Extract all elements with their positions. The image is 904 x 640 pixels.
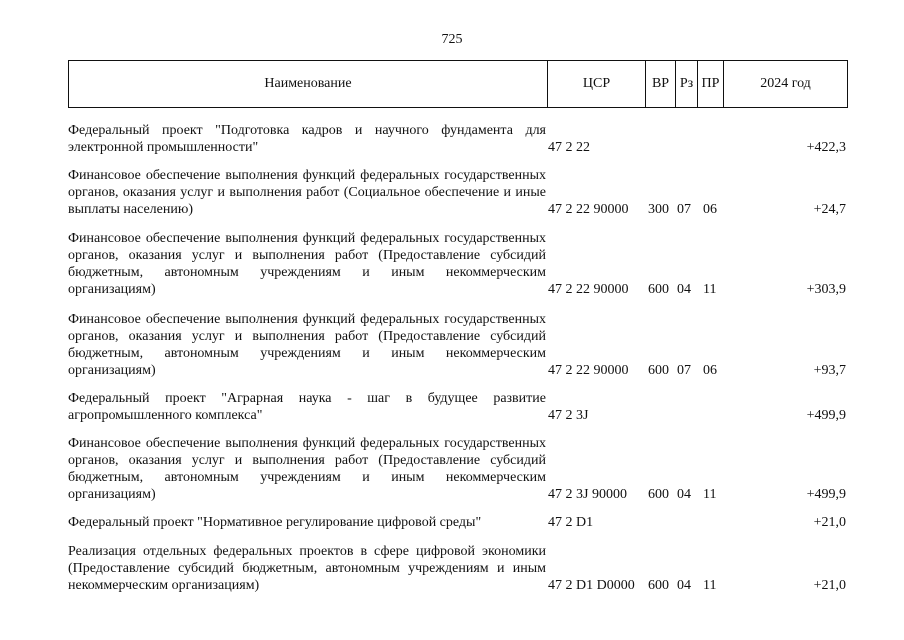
row-code: 47 2 D1 (548, 515, 594, 530)
row-code: 47 2 22 90000 (548, 363, 629, 378)
row-amount: +93,7 (813, 363, 846, 378)
row-amount: +499,9 (806, 487, 846, 502)
row-rz: 07 (677, 363, 691, 378)
row-rz: 04 (677, 487, 691, 502)
row-pr: 11 (703, 578, 717, 593)
row-vr: 600 (648, 363, 669, 378)
row-vr: 300 (648, 202, 669, 217)
row-name: Финансовое обеспечение выполнения функций федеральных государственных органов, оказания услуг и выполнения работ (Предоставление субсидий бюджетным, автономным учреждениям и иным некоммерческим организациям) (68, 231, 546, 297)
row-name: Реализация отдельных федеральных проектов в сфере цифровой экономики (Предоставление субсидий бюджетным, автономным учреждениям и иным некоммерческим организациям) (68, 544, 546, 593)
row-amount: +24,7 (813, 202, 846, 217)
header-csr: ЦСР (547, 61, 645, 107)
row-rz: 07 (677, 202, 691, 217)
row-vr: 600 (648, 578, 669, 593)
row-amount: +21,0 (813, 578, 846, 593)
row-rz: 04 (677, 578, 691, 593)
row-pr: 06 (703, 202, 717, 217)
header-year: 2024 год (723, 61, 847, 107)
row-amount: +422,3 (806, 140, 846, 155)
header-vr: ВР (645, 61, 675, 107)
row-vr: 600 (648, 282, 669, 297)
row-code: 47 2 22 (548, 140, 590, 155)
header-rz: Рз (675, 61, 697, 107)
header-name: Наименование (264, 76, 352, 91)
row-vr: 600 (648, 487, 669, 502)
page-number: 725 (441, 32, 463, 47)
row-name: Финансовое обеспечение выполнения функций федеральных государственных органов, оказания услуг и выполнения работ (Социальное обеспечение и иные выплаты населению) (68, 168, 546, 217)
row-amount: +499,9 (806, 408, 846, 423)
row-pr: 11 (703, 282, 717, 297)
row-name: Финансовое обеспечение выполнения функций федеральных государственных органов, оказания услуг и выполнения работ (Предоставление субсидий бюджетным, автономным учреждениям и иным некоммерческим организациям) (68, 312, 546, 378)
header-pr: ПР (697, 61, 723, 107)
row-name: Федеральный проект "Подготовка кадров и научного фундамента для электронной промышленности" (68, 123, 546, 155)
row-name: Федеральный проект "Нормативное регулирование цифровой среды" (68, 515, 482, 530)
row-code: 47 2 3J 90000 (548, 487, 627, 502)
row-pr: 11 (703, 487, 717, 502)
row-name: Финансовое обеспечение выполнения функций федеральных государственных органов, оказания услуг и выполнения работ (Предоставление субсидий бюджетным, автономным учреждениям и иным некоммерческим организациям) (68, 436, 546, 502)
row-pr: 06 (703, 363, 717, 378)
row-code: 47 2 D1 D0000 (548, 578, 635, 593)
row-code: 47 2 22 90000 (548, 282, 629, 297)
row-amount: +303,9 (806, 282, 846, 297)
row-code: 47 2 3J (548, 408, 589, 423)
row-code: 47 2 22 90000 (548, 202, 629, 217)
row-rz: 04 (677, 282, 691, 297)
row-amount: +21,0 (813, 515, 846, 530)
row-name: Федеральный проект "Аграрная наука - шаг в будущее развитие агропромышленного комплекса" (68, 391, 546, 423)
table-header (68, 60, 848, 108)
